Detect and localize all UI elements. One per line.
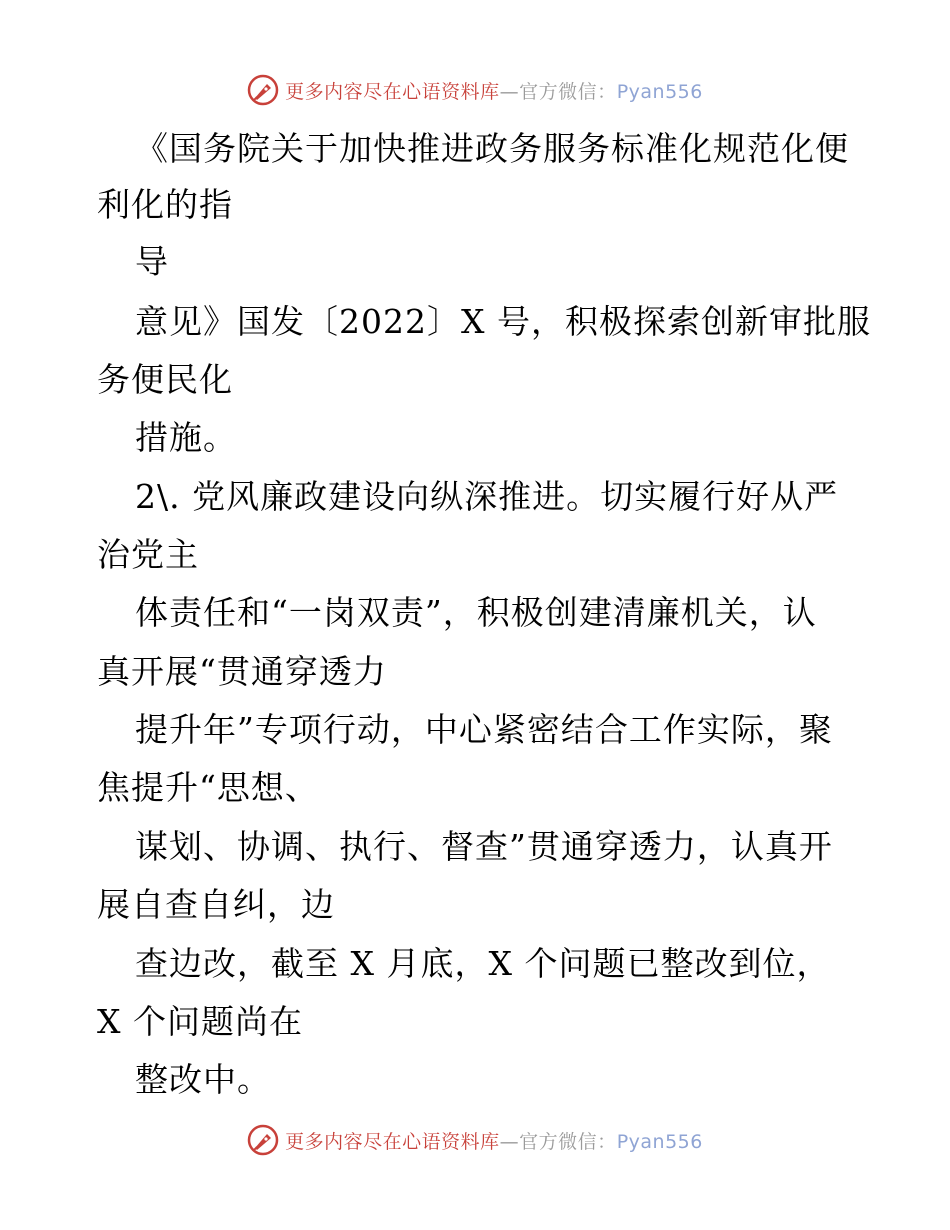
header-banner: [0, 70, 950, 110]
body-line: 《国务院关于加快推进政务服务标准化规范化便: [135, 129, 849, 168]
body-line: 体责任和“一岗双责”，积极创建清廉机关，认: [135, 593, 817, 632]
body-line: 利化的指: [97, 185, 233, 224]
body-line: 展自查自纠，边: [97, 885, 335, 924]
banner-source-text: 更多内容尽在心语资料库: [285, 1130, 500, 1153]
body-line: 治党主: [97, 535, 199, 574]
body-line: 务便民化: [97, 360, 233, 399]
banner-source-text: 更多内容尽在心语资料库: [285, 80, 500, 103]
body-line: X 个问题尚在: [97, 1002, 303, 1041]
banner-wechat-id: Pyan556: [616, 1130, 703, 1153]
banner-wechat-id: Pyan556: [616, 80, 703, 103]
body-line: 谋划、协调、执行、督查”贯通穿透力，认真开: [135, 827, 833, 866]
body-line: 措施。: [135, 418, 237, 457]
footer-banner: [0, 1120, 950, 1160]
body-line: 整改中。: [135, 1060, 271, 1099]
banner-text: [285, 1127, 703, 1154]
body-line: 焦提升“思想、: [97, 768, 319, 807]
pen-nib-logo-icon: [247, 1124, 279, 1156]
banner-wechat-label: 官方微信：: [519, 80, 617, 103]
body-line: 真开展“贯通穿透力: [97, 652, 387, 691]
body-line: 导: [135, 242, 169, 281]
banner-dash: —: [499, 80, 520, 103]
body-line: 提升年”专项行动，中心紧密结合工作实际，聚: [135, 710, 833, 749]
banner-wechat-label: 官方微信：: [519, 1130, 617, 1153]
body-line: 查边改，截至 X 月底，X 个问题已整改到位，: [135, 944, 831, 983]
body-line: 2\. 党风廉政建设向纵深推进。切实履行好从严: [135, 477, 839, 516]
banner-dash: —: [499, 1130, 520, 1153]
banner-text: [285, 77, 703, 104]
pen-nib-logo-icon: [247, 74, 279, 106]
body-line: 意见》国发〔2022〕X 号，积极探索创新审批服: [135, 302, 871, 341]
